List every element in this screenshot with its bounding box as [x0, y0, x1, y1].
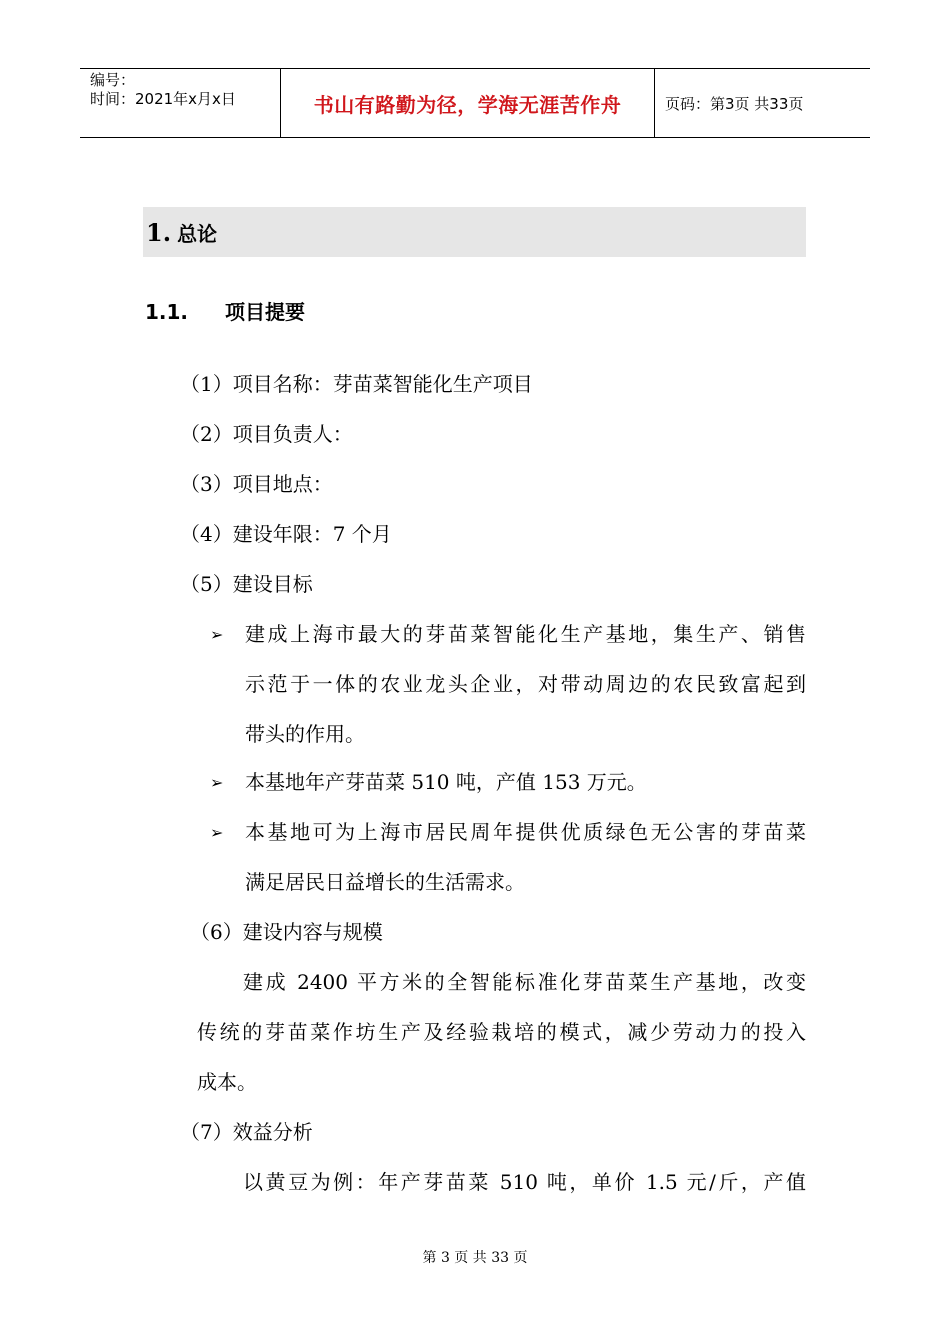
page-header	[80, 68, 870, 138]
item-project-name: （1）项目名称：芽苗菜智能化生产项目	[180, 372, 533, 396]
header-meta	[80, 69, 281, 137]
section-heading	[143, 207, 806, 257]
bullet-text: 示范于一体的农业龙头企业，对带动周边的农民致富起到	[245, 672, 806, 696]
item-project-lead: （2）项目负责人：	[180, 422, 353, 446]
subsection-title: 项目提要	[225, 300, 305, 324]
item-build-goal: （5）建设目标	[180, 572, 313, 596]
paragraph-line: 建成 2400 平方米的全智能标准化芽苗菜生产基地，改变	[243, 970, 806, 994]
section-number: 1.	[146, 217, 172, 247]
header-motto: 书山有路勤为径，学海无涯苦作舟	[281, 69, 655, 137]
subsection-heading	[145, 296, 305, 325]
bullet-text: 本基地可为上海市居民周年提供优质绿色无公害的芽苗菜	[245, 820, 806, 844]
section-title: 总论	[177, 221, 218, 246]
paragraph-line: 以黄豆为例：年产芽苗菜 510 吨，单价 1.5 元/斤，产值	[243, 1170, 806, 1194]
bullet-text: 建成上海市最大的芽苗菜智能化生产基地，集生产、销售	[245, 622, 806, 646]
item-project-location: （3）项目地点：	[180, 472, 333, 496]
paragraph-line: 传统的芽苗菜作坊生产及经验栽培的模式，减少劳动力的投入	[197, 1020, 806, 1044]
time-label: 时间：2021年x月x日	[90, 90, 236, 108]
bullet-text: 带头的作用。	[245, 722, 365, 746]
page-footer: 第 3 页 共 33 页	[422, 1250, 528, 1266]
item-benefit-analysis: （7）效益分析	[180, 1120, 313, 1144]
subsection-number: 1.1.	[145, 300, 189, 324]
item-build-content: （6）建设内容与规模	[190, 920, 383, 944]
bullet-text: 满足居民日益增长的生活需求。	[245, 870, 525, 894]
header-page-info: 页码：第3页 共33页	[665, 94, 804, 113]
item-build-period: （4）建设年限：7 个月	[180, 522, 392, 546]
bullet-arrow-icon: ➢	[210, 625, 224, 644]
bullet-arrow-icon: ➢	[210, 823, 224, 842]
bullet-text: 本基地年产芽苗菜 510 吨，产值 153 万元。	[245, 770, 647, 794]
paragraph-line: 成本。	[197, 1070, 257, 1094]
number-label: 编号：	[90, 71, 136, 89]
bullet-arrow-icon: ➢	[210, 773, 224, 792]
